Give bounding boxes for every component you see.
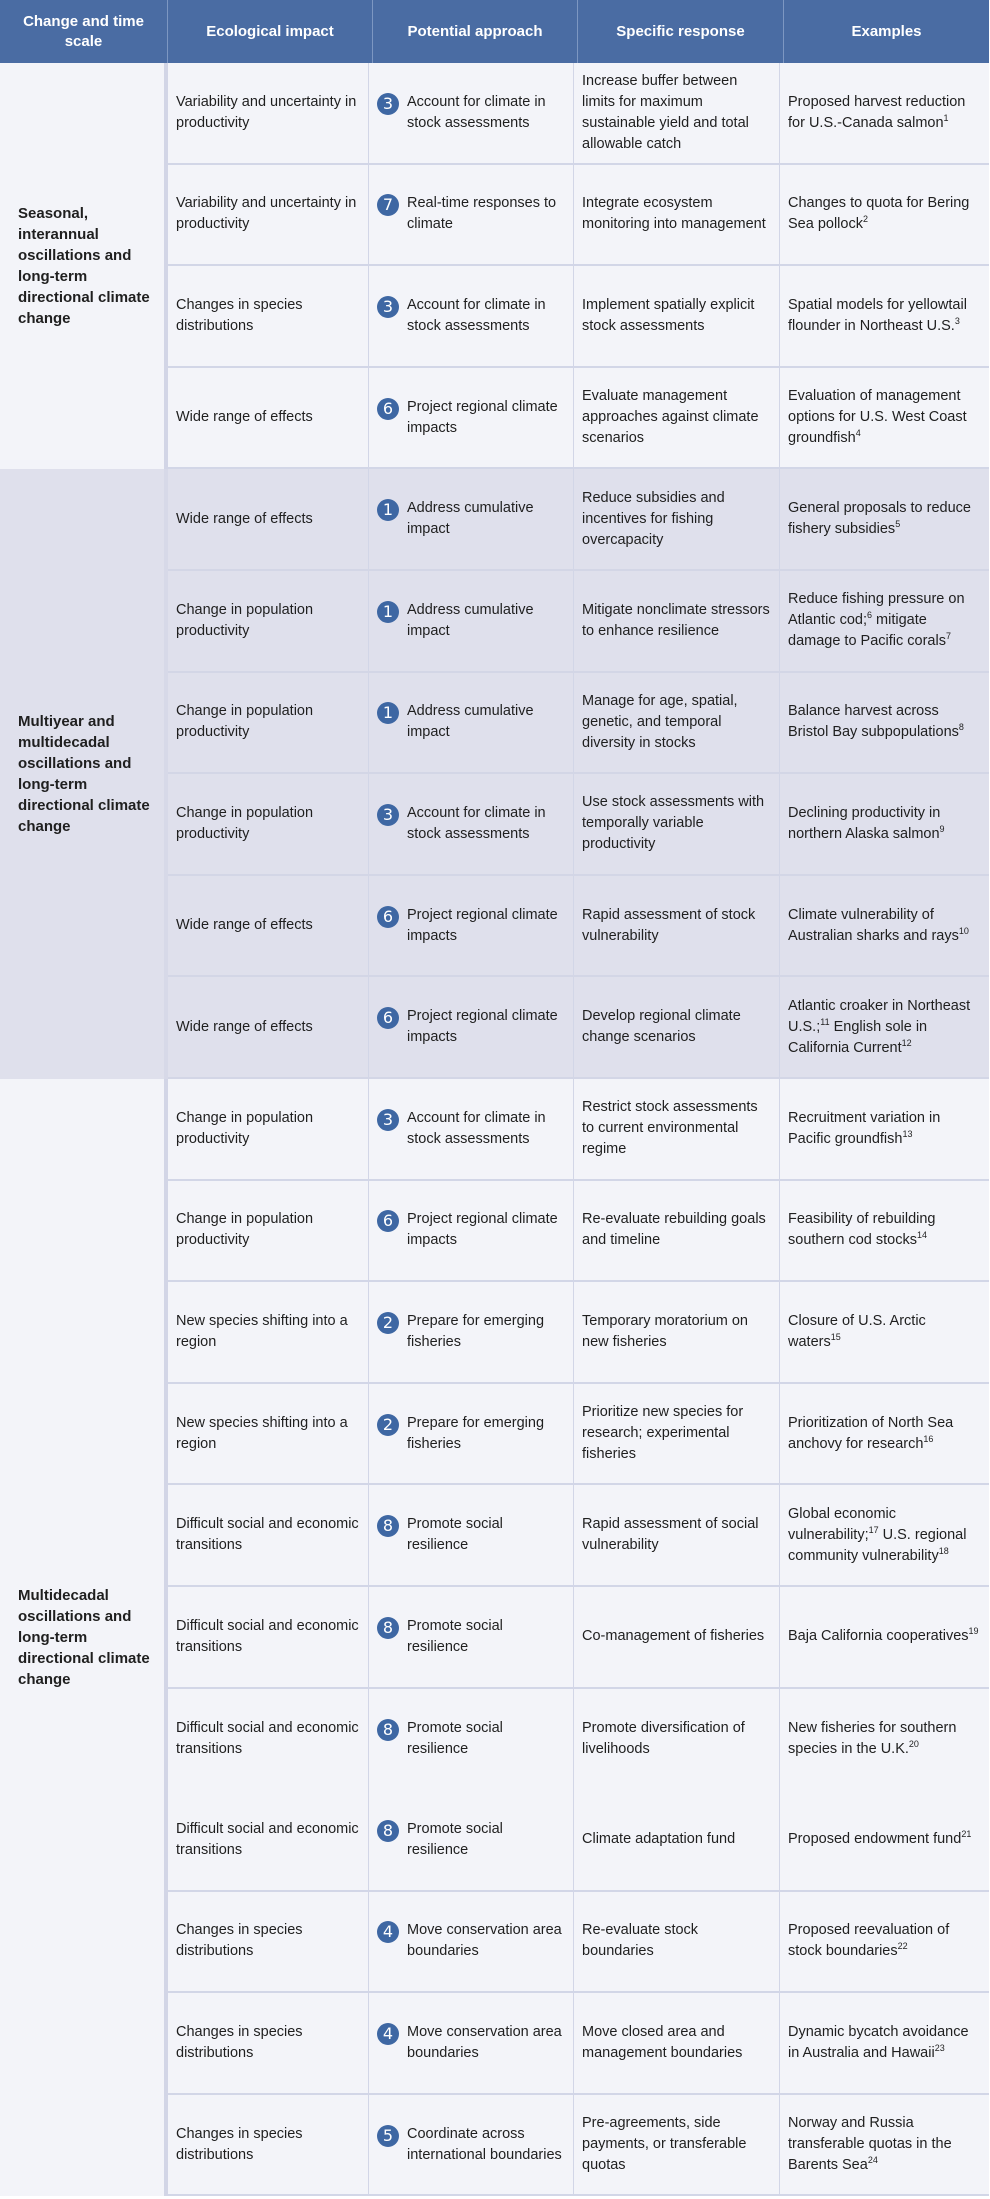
table-row bbox=[168, 1689, 989, 1791]
example-text-part: Feasibility of rebuilding southern cod stocks bbox=[788, 1211, 936, 1249]
ecological-impact-cell bbox=[168, 1181, 369, 1281]
ecological-impact-text: Change in population productivity bbox=[176, 804, 314, 842]
footnote-reference: 8 bbox=[958, 722, 964, 733]
ecological-impact-text: Difficult social and economic transitions bbox=[176, 1720, 359, 1758]
specific-response-cell bbox=[574, 977, 780, 1077]
table-row bbox=[168, 469, 989, 571]
table-row bbox=[168, 673, 989, 775]
potential-approach-cell bbox=[369, 1790, 574, 1890]
specific-response-text: Re-evaluate rebuilding goals and timeline bbox=[582, 1211, 766, 1249]
examples-cell bbox=[780, 469, 989, 569]
potential-approach-cell bbox=[369, 2095, 574, 2195]
footnote-reference: 17 bbox=[868, 1524, 879, 1535]
specific-response-cell bbox=[574, 1485, 780, 1585]
footnote-reference: 12 bbox=[901, 1037, 912, 1048]
ecological-impact-text: New species shifting into a region bbox=[176, 1414, 348, 1452]
potential-approach-cell bbox=[369, 1485, 574, 1585]
potential-approach-text: Account for climate in stock assessments bbox=[407, 93, 546, 131]
table-row bbox=[168, 1181, 989, 1283]
examples-cell bbox=[780, 1282, 989, 1382]
header-examples: Examples bbox=[851, 22, 922, 40]
specific-response-text: Increase buffer between limits for maximum sustainable yield and total allowable catch bbox=[582, 72, 749, 152]
potential-approach-cell bbox=[369, 571, 574, 671]
specific-response-cell bbox=[574, 571, 780, 671]
ecological-impact-text: Changes in species distributions bbox=[176, 2024, 303, 2062]
approach-number-badge-icon: 6 bbox=[377, 906, 399, 928]
specific-response-cell bbox=[574, 774, 780, 874]
specific-response-text: Restrict stock assessments to current environmental regime bbox=[582, 1099, 758, 1158]
specific-response-text: Rapid assessment of stock vulnerability bbox=[582, 906, 756, 944]
footnote-reference: 18 bbox=[938, 1545, 949, 1556]
ecological-impact-cell bbox=[168, 774, 369, 874]
specific-response-text: Evaluate management approaches against climate scenarios bbox=[582, 388, 759, 447]
ecological-impact-cell bbox=[168, 165, 369, 265]
example-text bbox=[788, 1718, 981, 1760]
specific-response-text: Climate adaptation fund bbox=[582, 1831, 736, 1848]
ecological-impact-text: Wide range of effects bbox=[176, 409, 313, 426]
approach-number-badge-icon: 8 bbox=[377, 1719, 399, 1741]
footnote-reference: 11 bbox=[820, 1016, 830, 1027]
example-text-part: Reduce fishing pressure on Atlantic cod; bbox=[788, 591, 965, 629]
specific-response-text: Pre-agreements, side payments, or transferable quotas bbox=[582, 2115, 747, 2174]
potential-approach-text: Promote social resilience bbox=[407, 1720, 503, 1758]
potential-approach-cell bbox=[369, 1689, 574, 1791]
example-text bbox=[788, 1311, 981, 1353]
ecological-impact-text: Change in population productivity bbox=[176, 703, 314, 741]
potential-approach-text: Project regional climate impacts bbox=[407, 1008, 558, 1046]
examples-cell bbox=[780, 63, 989, 163]
examples-cell bbox=[780, 673, 989, 773]
section-label: Multiyear and multidecadal oscillations and long-term directional climate change bbox=[0, 469, 168, 1079]
footnote-reference: 5 bbox=[895, 519, 901, 530]
specific-response-cell bbox=[574, 1282, 780, 1382]
specific-response-text: Implement spatially explicit stock assessments bbox=[582, 296, 755, 334]
potential-approach-cell bbox=[369, 1384, 574, 1484]
example-text bbox=[788, 193, 981, 235]
table-row bbox=[168, 266, 989, 368]
examples-cell bbox=[780, 1181, 989, 1281]
specific-response-cell bbox=[574, 469, 780, 569]
ecological-impact-cell bbox=[168, 977, 369, 1077]
example-text bbox=[788, 92, 981, 134]
examples-cell bbox=[780, 1790, 989, 1890]
specific-response-text: Re-evaluate stock boundaries bbox=[582, 1922, 699, 1960]
ecological-impact-cell bbox=[168, 469, 369, 569]
potential-approach-text: Move conservation area boundaries bbox=[407, 2024, 562, 2062]
ecological-impact-cell bbox=[168, 1485, 369, 1585]
example-text-part: Spatial models for yellowtail flounder in Northeast U.S. bbox=[788, 296, 967, 334]
table-row bbox=[168, 1384, 989, 1486]
approach-number-badge-icon: 8 bbox=[377, 1515, 399, 1537]
potential-approach-text: Prepare for emerging fisheries bbox=[407, 1312, 545, 1350]
specific-response-text: Develop regional climate change scenarios bbox=[582, 1008, 741, 1046]
ecological-impact-text: Difficult social and economic transitions bbox=[176, 1516, 359, 1554]
specific-response-cell bbox=[574, 1079, 780, 1179]
example-text-part: Proposed harvest reduction for U.S.-Canada salmon bbox=[788, 93, 966, 131]
approach-number-badge-icon: 7 bbox=[377, 194, 399, 216]
ecological-impact-text: Change in population productivity bbox=[176, 601, 314, 639]
specific-response-cell bbox=[574, 1587, 780, 1687]
table-row bbox=[168, 774, 989, 876]
example-text bbox=[788, 1920, 981, 1962]
potential-approach-text: Project regional climate impacts bbox=[407, 906, 558, 944]
approach-number-badge-icon: 2 bbox=[377, 1414, 399, 1436]
table-row bbox=[168, 1587, 989, 1689]
example-text bbox=[788, 295, 981, 337]
section-multiyear bbox=[0, 469, 989, 1079]
ecological-impact-cell bbox=[168, 1384, 369, 1484]
example-text-part: New fisheries for southern species in the U.K. bbox=[788, 1720, 957, 1758]
approach-number-badge-icon: 2 bbox=[377, 1312, 399, 1334]
ecological-impact-cell bbox=[168, 1282, 369, 1382]
examples-cell bbox=[780, 876, 989, 976]
example-text-part: Declining productivity in northern Alaska salmon bbox=[788, 804, 941, 842]
examples-cell bbox=[780, 774, 989, 874]
specific-response-cell bbox=[574, 165, 780, 265]
example-text-part: Dynamic bycatch avoidance in Australia and Hawaii bbox=[788, 2024, 969, 2062]
specific-response-cell bbox=[574, 1384, 780, 1484]
header-change-time-scale: Change and time scale bbox=[0, 0, 168, 63]
examples-cell bbox=[780, 977, 989, 1077]
example-text-part: Evaluation of management options for U.S. West Coast groundfish bbox=[788, 388, 967, 447]
footnote-reference: 19 bbox=[968, 1626, 979, 1637]
examples-cell bbox=[780, 1079, 989, 1179]
approach-number-badge-icon: 3 bbox=[377, 296, 399, 318]
potential-approach-cell bbox=[369, 469, 574, 569]
approach-number-badge-icon: 1 bbox=[377, 601, 399, 623]
approach-number-badge-icon: 5 bbox=[377, 2125, 399, 2147]
header-ecological-impact: Ecological impact bbox=[168, 0, 373, 63]
example-text-part: Closure of U.S. Arctic waters bbox=[788, 1312, 926, 1350]
potential-approach-cell bbox=[369, 368, 574, 468]
ecological-impact-cell bbox=[168, 1892, 369, 1992]
example-text-part: mitigate damage to Pacific corals bbox=[788, 612, 946, 650]
potential-approach-cell bbox=[369, 1587, 574, 1687]
approach-number-badge-icon: 6 bbox=[377, 1007, 399, 1029]
approach-number-badge-icon: 3 bbox=[377, 1109, 399, 1131]
potential-approach-text: Promote social resilience bbox=[407, 1516, 503, 1554]
section-seasonal bbox=[0, 63, 989, 469]
section-label: Multidecadal oscillations and long-term directional climate change bbox=[0, 1079, 168, 2197]
footnote-reference: 24 bbox=[867, 2155, 878, 2166]
potential-approach-text: Project regional climate impacts bbox=[407, 398, 558, 436]
potential-approach-text: Account for climate in stock assessments bbox=[407, 804, 546, 842]
approach-number-badge-icon: 1 bbox=[377, 702, 399, 724]
example-text-part: Recruitment variation in Pacific groundfish bbox=[788, 1109, 941, 1147]
potential-approach-text: Address cumulative impact bbox=[407, 703, 534, 741]
potential-approach-text: Address cumulative impact bbox=[407, 601, 534, 639]
table-row bbox=[168, 1485, 989, 1587]
table-row bbox=[168, 1892, 989, 1994]
potential-approach-cell bbox=[369, 1282, 574, 1382]
footnote-reference: 4 bbox=[855, 428, 861, 439]
specific-response-cell bbox=[574, 63, 780, 163]
ecological-impact-cell bbox=[168, 1993, 369, 2093]
specific-response-cell bbox=[574, 368, 780, 468]
ecological-impact-text: Changes in species distributions bbox=[176, 296, 303, 334]
example-text bbox=[788, 1829, 971, 1850]
potential-approach-cell bbox=[369, 165, 574, 265]
approach-number-badge-icon: 8 bbox=[377, 1617, 399, 1639]
table-row bbox=[168, 368, 989, 470]
table-row bbox=[168, 165, 989, 267]
specific-response-text: Move closed area and management boundaries bbox=[582, 2024, 743, 2062]
ecological-impact-cell bbox=[168, 2095, 369, 2195]
ecological-impact-cell bbox=[168, 266, 369, 366]
ecological-impact-text: Difficult social and economic transitions bbox=[176, 1820, 359, 1858]
specific-response-text: Prioritize new species for research; experimental fisheries bbox=[582, 1404, 744, 1463]
example-text-part: Proposed reevaluation of stock boundaries bbox=[788, 1922, 950, 1960]
specific-response-text: Reduce subsidies and incentives for fishing overcapacity bbox=[582, 489, 725, 548]
table-row bbox=[168, 1790, 989, 1892]
specific-response-cell bbox=[574, 1790, 780, 1890]
potential-approach-cell bbox=[369, 977, 574, 1077]
header-specific-response: Specific response bbox=[578, 0, 784, 63]
example-text-part: Global economic vulnerability; bbox=[788, 1505, 896, 1543]
footnote-reference: 20 bbox=[908, 1739, 919, 1750]
example-text-part: Climate vulnerability of Australian sharks and rays bbox=[788, 906, 959, 944]
specific-response-text: Co-management of fisheries bbox=[582, 1628, 765, 1645]
potential-approach-cell bbox=[369, 876, 574, 976]
specific-response-text: Temporary moratorium on new fisheries bbox=[582, 1312, 748, 1350]
specific-response-cell bbox=[574, 1181, 780, 1281]
table-row bbox=[168, 1282, 989, 1384]
footnote-reference: 22 bbox=[897, 1941, 908, 1952]
example-text bbox=[788, 1209, 981, 1251]
potential-approach-cell bbox=[369, 266, 574, 366]
specific-response-cell bbox=[574, 876, 780, 976]
examples-cell bbox=[780, 1485, 989, 1585]
footnote-reference: 14 bbox=[916, 1230, 927, 1241]
potential-approach-text: Account for climate in stock assessments bbox=[407, 1109, 546, 1147]
examples-cell bbox=[780, 2095, 989, 2195]
specific-response-text: Rapid assessment of social vulnerability bbox=[582, 1516, 759, 1554]
ecological-impact-text: Wide range of effects bbox=[176, 917, 313, 934]
example-text bbox=[788, 2113, 981, 2176]
header-potential-approach: Potential approach bbox=[373, 0, 578, 63]
ecological-impact-text: Change in population productivity bbox=[176, 1109, 314, 1147]
section-label: Seasonal, interannual oscillations and long-term directional climate change bbox=[0, 63, 168, 469]
example-text bbox=[788, 1504, 981, 1567]
footnote-reference: 10 bbox=[958, 925, 969, 936]
ecological-impact-cell bbox=[168, 63, 369, 163]
specific-response-cell bbox=[574, 2095, 780, 2195]
potential-approach-cell bbox=[369, 673, 574, 773]
approach-number-badge-icon: 3 bbox=[377, 93, 399, 115]
examples-cell bbox=[780, 1384, 989, 1484]
table-row bbox=[168, 1993, 989, 2095]
ecological-impact-cell bbox=[168, 876, 369, 976]
table-row bbox=[168, 876, 989, 978]
table-header bbox=[0, 0, 989, 63]
specific-response-text: Mitigate nonclimate stressors to enhance resilience bbox=[582, 601, 770, 639]
example-text-part: Proposed endowment fund bbox=[788, 1831, 962, 1848]
potential-approach-text: Promote social resilience bbox=[407, 1617, 503, 1655]
footnote-reference: 15 bbox=[830, 1332, 841, 1343]
footnote-reference: 2 bbox=[862, 214, 868, 225]
example-text-part: General proposals to reduce fishery subsidies bbox=[788, 500, 971, 538]
potential-approach-text: Prepare for emerging fisheries bbox=[407, 1414, 545, 1452]
footnote-reference: 13 bbox=[902, 1128, 913, 1139]
specific-response-cell bbox=[574, 673, 780, 773]
example-text-part: Atlantic croaker in Northeast U.S.; bbox=[788, 997, 971, 1035]
approach-number-badge-icon: 6 bbox=[377, 398, 399, 420]
potential-approach-text: Account for climate in stock assessments bbox=[407, 296, 546, 334]
footnote-reference: 23 bbox=[934, 2043, 945, 2054]
specific-response-text: Integrate ecosystem monitoring into management bbox=[582, 195, 766, 233]
footnote-reference: 6 bbox=[867, 610, 873, 621]
potential-approach-text: Coordinate across international boundaries bbox=[407, 2125, 562, 2163]
example-text-part: Changes to quota for Bering Sea pollock bbox=[788, 195, 970, 233]
potential-approach-text: Project regional climate impacts bbox=[407, 1211, 558, 1249]
table-row bbox=[168, 63, 989, 165]
potential-approach-text: Move conservation area boundaries bbox=[407, 1922, 562, 1960]
approach-number-badge-icon: 1 bbox=[377, 499, 399, 521]
example-text bbox=[788, 803, 981, 845]
potential-approach-cell bbox=[369, 774, 574, 874]
section-multidecadal bbox=[0, 1079, 989, 2197]
example-text-part: English sole in California Current bbox=[788, 1018, 928, 1056]
example-text-part: Norway and Russia transferable quotas in the Barents Sea bbox=[788, 2115, 952, 2174]
ecological-impact-text: Changes in species distributions bbox=[176, 1922, 303, 1960]
example-text bbox=[788, 905, 981, 947]
footnote-reference: 7 bbox=[945, 631, 951, 642]
example-text bbox=[788, 589, 981, 652]
potential-approach-cell bbox=[369, 1892, 574, 1992]
approach-number-badge-icon: 3 bbox=[377, 804, 399, 826]
ecological-impact-text: Variability and uncertainty in productivity bbox=[176, 195, 357, 233]
table-row bbox=[168, 977, 989, 1079]
ecological-impact-cell bbox=[168, 1790, 369, 1890]
ecological-impact-text: Changes in species distributions bbox=[176, 2125, 303, 2163]
example-text bbox=[788, 386, 981, 449]
ecological-impact-cell bbox=[168, 1689, 369, 1791]
ecological-impact-text: Wide range of effects bbox=[176, 510, 313, 527]
examples-cell bbox=[780, 1689, 989, 1791]
example-text-part: U.S. regional community vulnerability bbox=[788, 1526, 967, 1564]
examples-cell bbox=[780, 368, 989, 468]
example-text bbox=[788, 1413, 981, 1455]
example-text-part: Baja California cooperatives bbox=[788, 1628, 969, 1645]
approach-number-badge-icon: 4 bbox=[377, 1921, 399, 1943]
potential-approach-cell bbox=[369, 1993, 574, 2093]
ecological-impact-cell bbox=[168, 673, 369, 773]
potential-approach-text: Promote social resilience bbox=[407, 1820, 503, 1858]
example-text bbox=[788, 2022, 981, 2064]
potential-approach-text: Address cumulative impact bbox=[407, 500, 534, 538]
footnote-reference: 1 bbox=[943, 112, 949, 123]
potential-approach-cell bbox=[369, 1079, 574, 1179]
ecological-impact-text: Wide range of effects bbox=[176, 1018, 313, 1035]
potential-approach-text: Real-time responses to climate bbox=[407, 195, 557, 233]
specific-response-text: Promote diversification of livelihoods bbox=[582, 1720, 745, 1758]
approach-number-badge-icon: 4 bbox=[377, 2023, 399, 2045]
footnote-reference: 16 bbox=[923, 1433, 934, 1444]
specific-response-cell bbox=[574, 1689, 780, 1791]
ecological-impact-text: Variability and uncertainty in productivity bbox=[176, 93, 357, 131]
approach-number-badge-icon: 8 bbox=[377, 1820, 399, 1842]
example-text bbox=[788, 1108, 981, 1150]
ecological-impact-cell bbox=[168, 1587, 369, 1687]
ecological-impact-text: New species shifting into a region bbox=[176, 1312, 348, 1350]
examples-cell bbox=[780, 1993, 989, 2093]
potential-approach-cell bbox=[369, 1181, 574, 1281]
table-row bbox=[168, 571, 989, 673]
examples-cell bbox=[780, 571, 989, 671]
example-text bbox=[788, 701, 981, 743]
ecological-impact-cell bbox=[168, 368, 369, 468]
example-text-part: Prioritization of North Sea anchovy for research bbox=[788, 1414, 954, 1452]
footnote-reference: 9 bbox=[939, 824, 945, 835]
ecological-impact-text: Difficult social and economic transitions bbox=[176, 1617, 359, 1655]
approach-number-badge-icon: 6 bbox=[377, 1210, 399, 1232]
ecological-impact-cell bbox=[168, 1079, 369, 1179]
ecological-impact-text: Change in population productivity bbox=[176, 1211, 314, 1249]
examples-cell bbox=[780, 1587, 989, 1687]
table-row bbox=[168, 2095, 989, 2197]
examples-cell bbox=[780, 266, 989, 366]
specific-response-text: Use stock assessments with temporally variable productivity bbox=[582, 794, 765, 853]
example-text bbox=[788, 1626, 979, 1647]
specific-response-cell bbox=[574, 1993, 780, 2093]
footnote-reference: 3 bbox=[954, 316, 960, 327]
specific-response-cell bbox=[574, 266, 780, 366]
footnote-reference: 21 bbox=[961, 1829, 972, 1840]
specific-response-text: Manage for age, spatial, genetic, and temporal diversity in stocks bbox=[582, 692, 738, 751]
examples-cell bbox=[780, 1892, 989, 1992]
example-text bbox=[788, 996, 981, 1059]
example-text-part: Balance harvest across Bristol Bay subpopulations bbox=[788, 703, 959, 741]
example-text bbox=[788, 498, 981, 540]
examples-cell bbox=[780, 165, 989, 265]
specific-response-cell bbox=[574, 1892, 780, 1992]
potential-approach-cell bbox=[369, 63, 574, 163]
ecological-impact-cell bbox=[168, 571, 369, 671]
table-row bbox=[168, 1079, 989, 1181]
